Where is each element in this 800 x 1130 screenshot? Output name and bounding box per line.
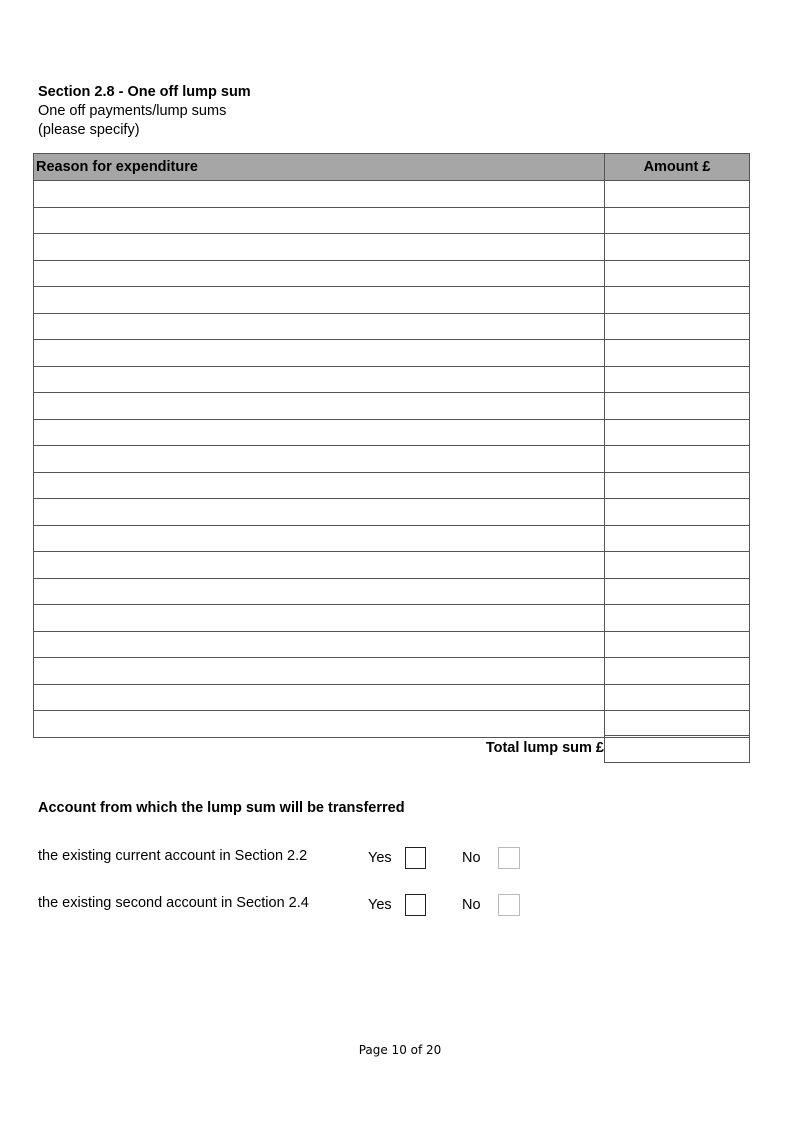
table-row: [34, 711, 750, 738]
amount-cell[interactable]: [605, 234, 750, 261]
reason-cell[interactable]: [34, 499, 605, 526]
expenditure-table-container: [33, 153, 749, 738]
amount-cell[interactable]: [605, 472, 750, 499]
table-row: [34, 631, 750, 658]
amount-cell[interactable]: [605, 340, 750, 367]
table-row: [34, 446, 750, 473]
amount-cell[interactable]: [605, 260, 750, 287]
section-subtitle-line2: (please specify): [38, 122, 140, 138]
reason-cell[interactable]: [34, 711, 605, 738]
amount-cell[interactable]: [605, 313, 750, 340]
reason-cell[interactable]: [34, 631, 605, 658]
question-row: [38, 846, 558, 874]
reason-cell[interactable]: [34, 313, 605, 340]
no-label: No: [462, 850, 481, 866]
table-row: [34, 207, 750, 234]
amount-cell[interactable]: [605, 207, 750, 234]
question-row: [38, 893, 558, 921]
table-body: [34, 181, 750, 738]
table-row: [34, 260, 750, 287]
reason-cell[interactable]: [34, 181, 605, 208]
reason-cell[interactable]: [34, 366, 605, 393]
amount-cell[interactable]: [605, 393, 750, 420]
table-row: [34, 499, 750, 526]
account-title: Account from which the lump sum will be transferred: [38, 800, 405, 816]
amount-cell[interactable]: [605, 578, 750, 605]
question-label: the existing current account in Section 2.2: [38, 848, 308, 864]
amount-cell[interactable]: [605, 366, 750, 393]
amount-cell[interactable]: [605, 631, 750, 658]
amount-cell[interactable]: [605, 287, 750, 314]
table-row: [34, 578, 750, 605]
table-row: [34, 472, 750, 499]
reason-cell[interactable]: [34, 287, 605, 314]
table-row: [34, 366, 750, 393]
reason-cell[interactable]: [34, 605, 605, 632]
question-label: the existing second account in Section 2.4: [38, 895, 309, 911]
reason-cell[interactable]: [34, 684, 605, 711]
table-row: [34, 313, 750, 340]
table-row: [34, 419, 750, 446]
table-row: [34, 340, 750, 367]
amount-cell[interactable]: [605, 605, 750, 632]
total-amount-field[interactable]: [604, 735, 750, 763]
amount-cell[interactable]: [605, 181, 750, 208]
reason-cell[interactable]: [34, 578, 605, 605]
section-title: Section 2.8 - One off lump sum: [38, 84, 251, 100]
yes-label: Yes: [368, 897, 392, 913]
reason-cell[interactable]: [34, 340, 605, 367]
yes-checkbox[interactable]: [405, 894, 426, 916]
table-row: [34, 287, 750, 314]
yes-label: Yes: [368, 850, 392, 866]
column-header-amount: Amount £: [605, 154, 750, 181]
column-header-reason: Reason for expenditure: [34, 154, 605, 181]
table-row: [34, 658, 750, 685]
table-row: [34, 552, 750, 579]
reason-cell[interactable]: [34, 552, 605, 579]
reason-cell[interactable]: [34, 393, 605, 420]
yes-checkbox[interactable]: [405, 847, 426, 869]
reason-cell[interactable]: [34, 658, 605, 685]
reason-cell[interactable]: [34, 234, 605, 261]
amount-cell[interactable]: [605, 499, 750, 526]
table-row: [34, 684, 750, 711]
table-row: [34, 234, 750, 261]
amount-cell[interactable]: [605, 711, 750, 738]
reason-cell[interactable]: [34, 472, 605, 499]
no-checkbox[interactable]: [498, 894, 520, 916]
amount-cell[interactable]: [605, 684, 750, 711]
reason-cell[interactable]: [34, 207, 605, 234]
reason-cell[interactable]: [34, 419, 605, 446]
table-row: [34, 605, 750, 632]
table-row: [34, 525, 750, 552]
page-number: Page 10 of 20: [358, 1043, 442, 1057]
table-header-row: [34, 154, 750, 181]
expenditure-table: [33, 153, 750, 738]
total-row: [33, 735, 750, 762]
table-row: [34, 181, 750, 208]
amount-cell[interactable]: [605, 446, 750, 473]
amount-cell[interactable]: [605, 525, 750, 552]
table-row: [34, 393, 750, 420]
reason-cell[interactable]: [34, 525, 605, 552]
amount-cell[interactable]: [605, 419, 750, 446]
amount-cell[interactable]: [605, 552, 750, 579]
amount-cell[interactable]: [605, 658, 750, 685]
reason-cell[interactable]: [34, 260, 605, 287]
no-checkbox[interactable]: [498, 847, 520, 869]
no-label: No: [462, 897, 481, 913]
reason-cell[interactable]: [34, 446, 605, 473]
section-subtitle-line1: One off payments/lump sums: [38, 103, 227, 119]
total-label: Total lump sum £: [485, 740, 604, 756]
